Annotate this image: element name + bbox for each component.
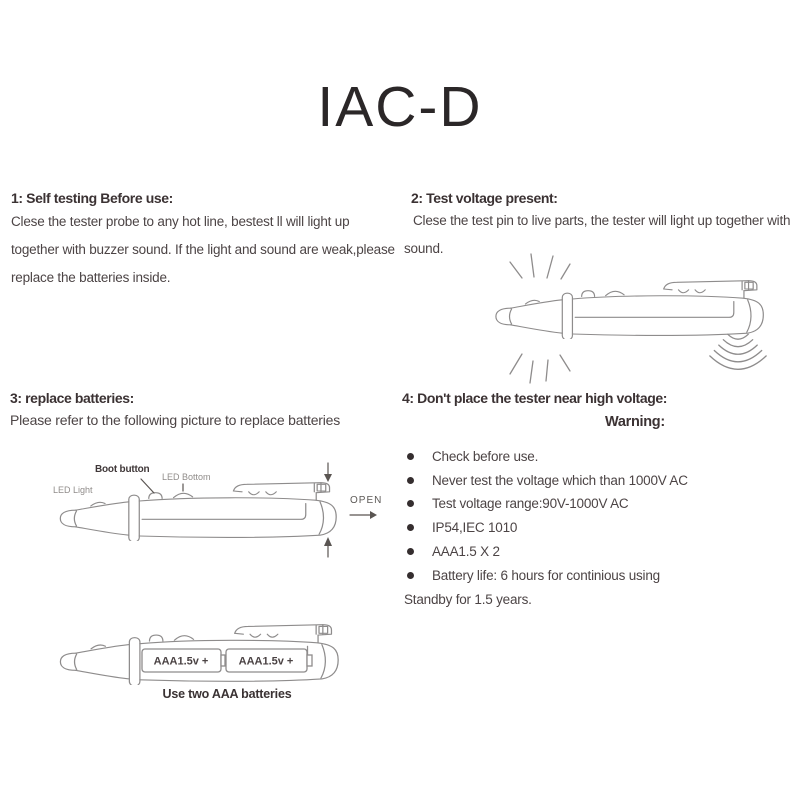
bullet-dot-icon — [407, 572, 414, 579]
press-down-arrow-icon — [324, 463, 332, 482]
tester-open-diagram — [22, 453, 390, 571]
sound-waves-icon — [710, 334, 766, 369]
bullet-text: Never test the voltage which than 1000V AC — [432, 473, 688, 488]
bullet-dot-icon — [407, 477, 414, 484]
warning-bullet-item — [407, 544, 500, 559]
battery-1-label: AAA1.5v + — [153, 655, 209, 668]
bullet-dot-icon — [407, 524, 414, 531]
battery-diagram-caption: Use two AAA batteries — [162, 687, 292, 701]
section4-heading: 4: Don't place the tester near high voltage: — [402, 390, 668, 406]
warning-bullet-item — [407, 473, 688, 488]
page-title: IAC-D — [317, 75, 483, 139]
tester-pen-drawing — [60, 483, 336, 542]
section2-line: Clese the test pin to live parts, the tester will light up together with — [413, 213, 791, 228]
led-light-label: LED Light — [53, 485, 93, 495]
standby-note: Standby for 1.5 years. — [404, 592, 532, 607]
section3-body: Please refer to the following picture to replace batteries — [10, 412, 341, 428]
boot-button-pointer-line — [141, 479, 154, 493]
bullet-text: Test voltage range:90V-1000V AC — [432, 496, 629, 511]
battery-cells — [142, 649, 312, 672]
light-rays-icon — [510, 254, 570, 383]
bullet-text: Battery life: 6 hours for continious using — [432, 568, 660, 583]
bullet-dot-icon — [407, 453, 414, 460]
bullet-dot-icon — [407, 548, 414, 555]
section1-heading: 1: Self testing Before use: — [11, 190, 173, 206]
warning-bullet-item — [407, 520, 517, 535]
led-bottom-label: LED Bottom — [162, 472, 211, 482]
bullet-text: AAA1.5 X 2 — [432, 544, 500, 559]
bullet-text: Check before use. — [432, 449, 539, 464]
section2-line: sound. — [404, 241, 444, 256]
section1-line: together with buzzer sound. If the light and sound are weak,please — [11, 242, 395, 257]
bullet-text: IP54,IEC 1010 — [432, 520, 518, 535]
bullet-dot-icon — [407, 500, 414, 507]
section1-line: Clese the tester probe to any hot line, bestest ll will light up — [11, 214, 350, 229]
warning-heading: Warning: — [605, 414, 665, 430]
warning-bullet-item — [407, 496, 628, 511]
battery-2-label: AAA1.5v + — [238, 655, 294, 668]
warning-bullet-item — [407, 568, 660, 583]
section1-line: replace the batteries inside. — [11, 270, 171, 285]
open-direction-arrow-icon — [350, 511, 377, 519]
open-label: OPEN — [350, 495, 383, 506]
boot-button-label: Boot button — [95, 464, 150, 475]
press-up-arrow-icon — [324, 537, 332, 557]
section2-heading: 2: Test voltage present: — [411, 190, 558, 206]
tester-pen-drawing — [496, 281, 763, 340]
tester-active-diagram — [455, 248, 785, 393]
warning-bullet-item — [407, 449, 538, 464]
section3-heading: 3: replace batteries: — [10, 390, 134, 406]
